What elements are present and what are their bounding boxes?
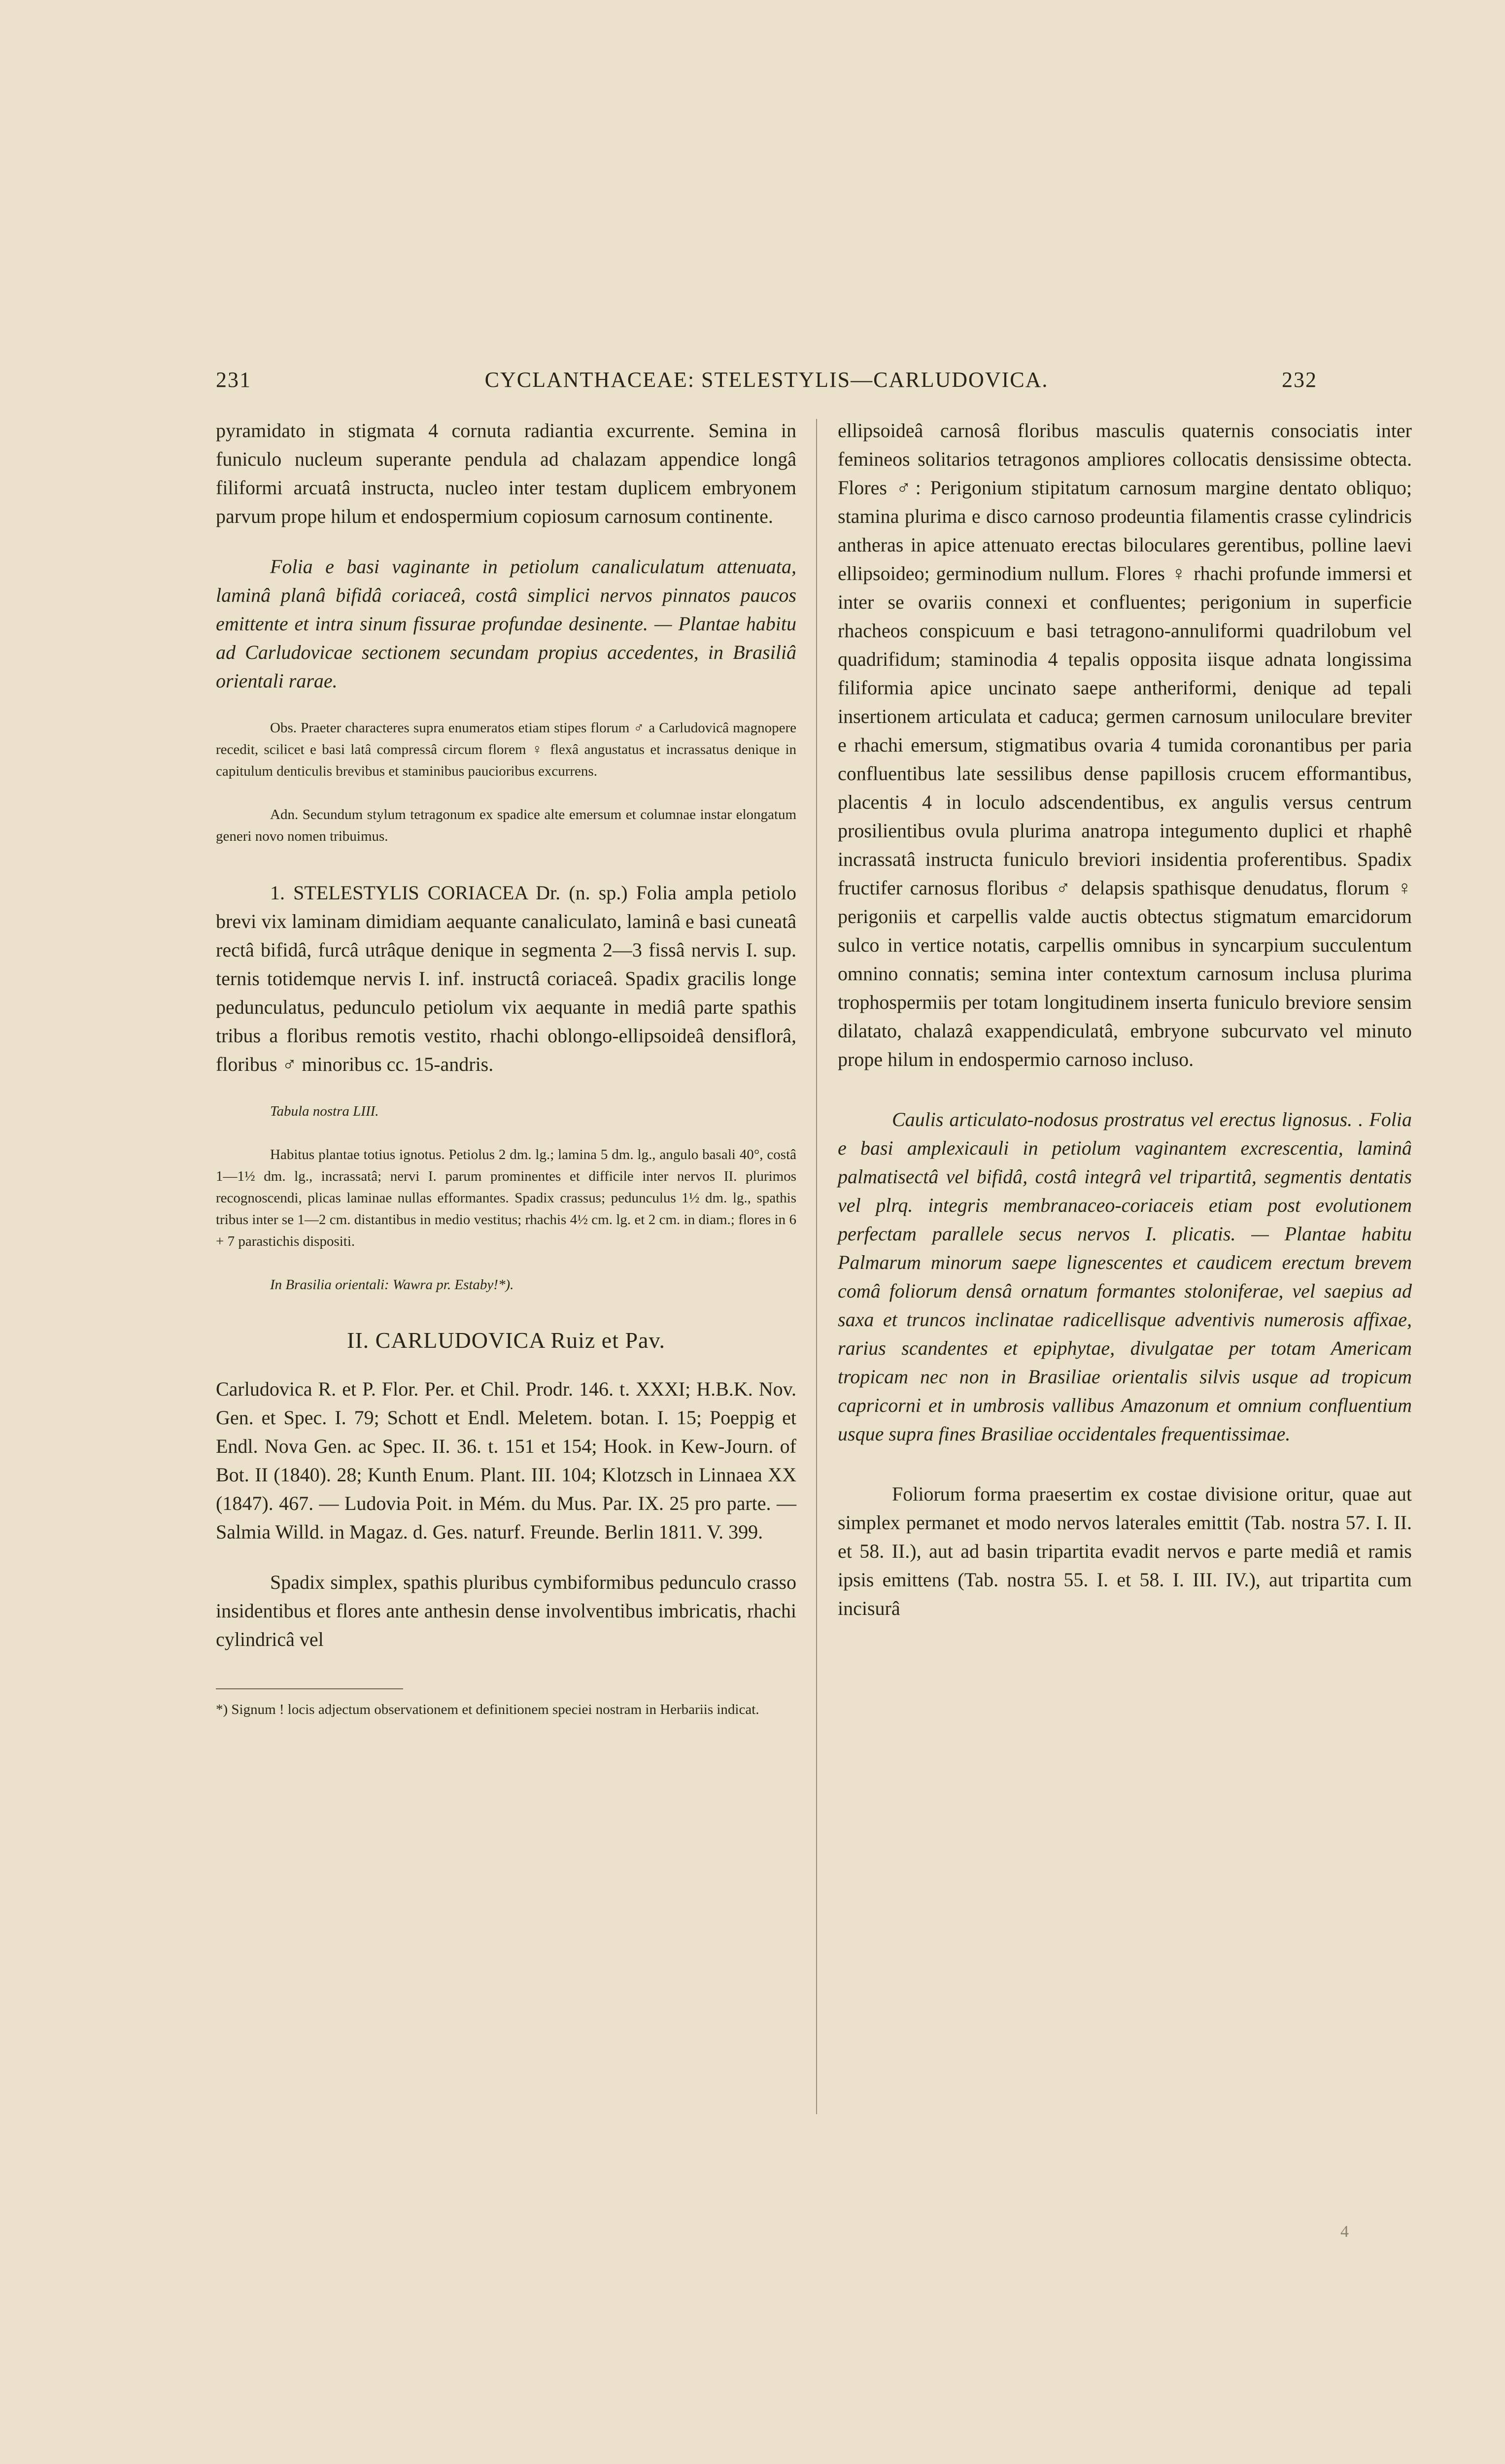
adn-note: Adn. Secundum stylum tetragonum ex spadice alte emersum et columnae instar elongatum generi novo nomen tribuimus. (216, 807, 796, 844)
habitus-note: Habitus plantae totius ignotus. Petiolus 2 dm. lg.; lamina 5 dm. lg., angulo basali 40°, costâ 1—1½ dm. lg., incrassatâ; nervi I. parum prominentes et difficile inter nervos II. plurimos recognoscendi, plicas laminae nullas efformantes. Spadix crassus; pedunculus 1½ dm. lg., spathis tribus inter se 1—2 cm. distantibus in medio vestitus; rhachis 4½ cm. lg. et 2 cm. in diam.; flores in 6 + 7 parastichis dispositi. (216, 1147, 796, 1249)
page-number-right: 232 (1282, 368, 1317, 392)
running-title: CYCLANTHACEAE: STELESTYLIS—CARLUDOVICA. (484, 368, 1049, 392)
leaf-form-description: Foliorum forma praesertim ex costae divisione oritur, quae aut simplex permanet et modo nervos laterales emittit (Tab. nostra 57. I. II. et 58. II.), aut ad basin tripartita evadit nervos e parte mediâ et ramis ipsis emittens (Tab. nostra 55. I. et 58. I. III. IV.), aut tripartita cum incisurâ (838, 1483, 1412, 1619)
seed-description: pyramidato in stigmata 4 cornuta radiantia excurrente. Semina in funiculo nucleum superante pendula ad chalazam appendice longâ filiformi arcuatâ instructa, nucleo inter testam duplicem embryonem parvum prope hilum et endospermium copiosum carnosum continente. (216, 419, 796, 527)
right-column (838, 416, 1412, 1623)
page-number-left: 231 (216, 368, 251, 392)
footnote: *) Signum ! locis adjectum observationem et definitionem speciei nostram in Herbariis indicat. (216, 1702, 759, 1717)
leaf-description: Folia e basi vaginante in petiolum canaliculatum attenuata, laminâ planâ bifidâ coriaceâ, costâ simplici nervos pinnatos paucos emittente et intra sinum fissurae profundae desinente. — Plantae habitu ad Carludovicae sectionem secundam propius accedentes, in Brasiliâ orientali rarae. (216, 555, 796, 692)
spadix-description: Spadix simplex, spathis pluribus cymbiformibus pedunculo crasso insidentibus et flores ante anthesin dense involventibus imbricatis, rhachi cylindricâ vel (216, 1571, 796, 1650)
plate-reference: Tabula nostra LIII. (270, 1103, 379, 1119)
locality: In Brasilia orientali: Wawra pr. Estaby!*). (270, 1277, 514, 1293)
corner-mark: 4 (1340, 2223, 1349, 2241)
obs-note: Obs. Praeter characteres supra enumeratos etiam stipes florum ♂ a Carludovicâ magnopere recedit, scilicet e basi latâ compressâ circum florem ♀ flexâ angustatus et incrassatus denique in capitulum denticulis brevibus et staminibus paucioribus excurrens. (216, 720, 796, 779)
synonymy: Carludovica R. et P. Flor. Per. et Chil. Prodr. 146. t. XXXI; H.B.K. Nov. Gen. et Spec. I. 79; Schott et Endl. Meletem. botan. I. 15; Poeppig et Endl. Nova Gen. ac Spec. II. 36. t. 151 et 154; Hook. in Kew-Journ. of Bot. II (1840). 28; Kunth Enum. Plant. III. 104; Klotzsch in Linnaea XX (1847). 467. — Ludovia Poit. in Mém. du Mus. Par. IX. 25 pro parte. — Salmia Willd. in Magaz. d. Ges. naturf. Freunde. Berlin 1811. V. 399. (216, 1378, 796, 1543)
left-column (216, 416, 796, 1720)
genus-description: ellipsoideâ carnosâ floribus masculis quaternis consociatis inter femineos solitarios tetragonos ampliores collocatis densissime obtecta. Flores ♂: Perigonium stipitatum carnosum margine dentato obliquo; stamina plurima e disco carnoso prodeuntia filamentis crasse cylindricis antheras in apice attenuato erectas biloculares gerentibus, polline laevi ellipsoideo; germinodium nullum. Flores ♀ rhachi profunde immersi et inter se ovariis connexi et confluentes; perigonium in superficie rhacheos conspicuum e basi tetragono-annuliformi quadrilobum vel quadrifidum; staminodia 4 tepalis opposita iisque adnata longissima filiformia apice uncinato saepe antheriformi, denique ad tepali insertionem articulata et caduca; germen carnosum uniloculare breviter e rhachi emersum, stigmatibus ovaria 4 tumida coronantibus per paria confluentibus late sessilibus dense papillosis crucem efformantibus, placentis 4 in loculo adscendentibus, ex angulis versus centrum prosilientibus ovula plurima anatropa integumento duplici et rhaphê incrassatâ instructa funiculo breviori insidentia proferentibus. Spadix fructifer carnosus floribus ♂ delapsis spathisque denudatus, florum ♀ perigoniis et carpellis valde auctis obtectus stigmatum emarcidorum sulco in vertice notatis, carpellis omnibus in syncarpium succulentum omnino connatis; semina inter contextum carnosum inclusa plurima trophospermiis per totam longitudinem inserta funiculo breviore sensim dilatato, chalazâ exappendiculatâ, embryone subcurvato vel minuto prope hilum in endospermio carnoso incluso. (838, 419, 1412, 1070)
species-description: 1. STELESTYLIS CORIACEA Dr. (n. sp.) Folia ampla petiolo brevi vix laminam dimidiam aequante canaliculato, laminâ e basi cuneatâ rectâ bifidâ, furcâ utrâque denique in segmenta 2—3 fissâ nervis I. sup. ternis totidemque nervis I. inf. instructâ coriaceâ. Spadix gracilis longe pedunculatus, pedunculo petiolum vix aequante in mediâ parte spathis tribus a floribus remotis vestito, rhachi oblongo-ellipsoideâ densiflorâ, floribus ♂ minoribus cc. 15-andris. (216, 882, 796, 1075)
footnote-rule (216, 1688, 403, 1689)
column-divider (816, 419, 817, 2114)
running-header (216, 367, 1317, 402)
genus-heading: II. CARLUDOVICA Ruiz et Pav. (347, 1328, 665, 1353)
habit-description: Caulis articulato-nodosus prostratus vel erectus lignosus. . Folia e basi amplexicauli in petiolum vaginantem excrescentia, laminâ palmatisectâ vel bifidâ, costâ integrâ vel tripartitâ, segmentis dentatis vel plrq. integris membranaceo-coriaceis etiam post evolutionem perfectam parallele secus nervos I. plicatis. — Plantae habitu Palmarum minorum saepe lignescentes et caudicem erectum brevem comâ foliorum densâ ornatum formantes stoloniferae, vel saepius ad saxa et truncos inclinatae radicellisque adventivis numerosis affixae, rarius scandentes et epiphytae, divulgatae per totam Americam tropicam nec non in Brasiliae orientalis silvis usque ad tropicum capricorni et in umbrosis vallibus Amazonum et omnium confluentium usque supra fines Brasiliae occidentales frequentissimae. (838, 1108, 1412, 1445)
